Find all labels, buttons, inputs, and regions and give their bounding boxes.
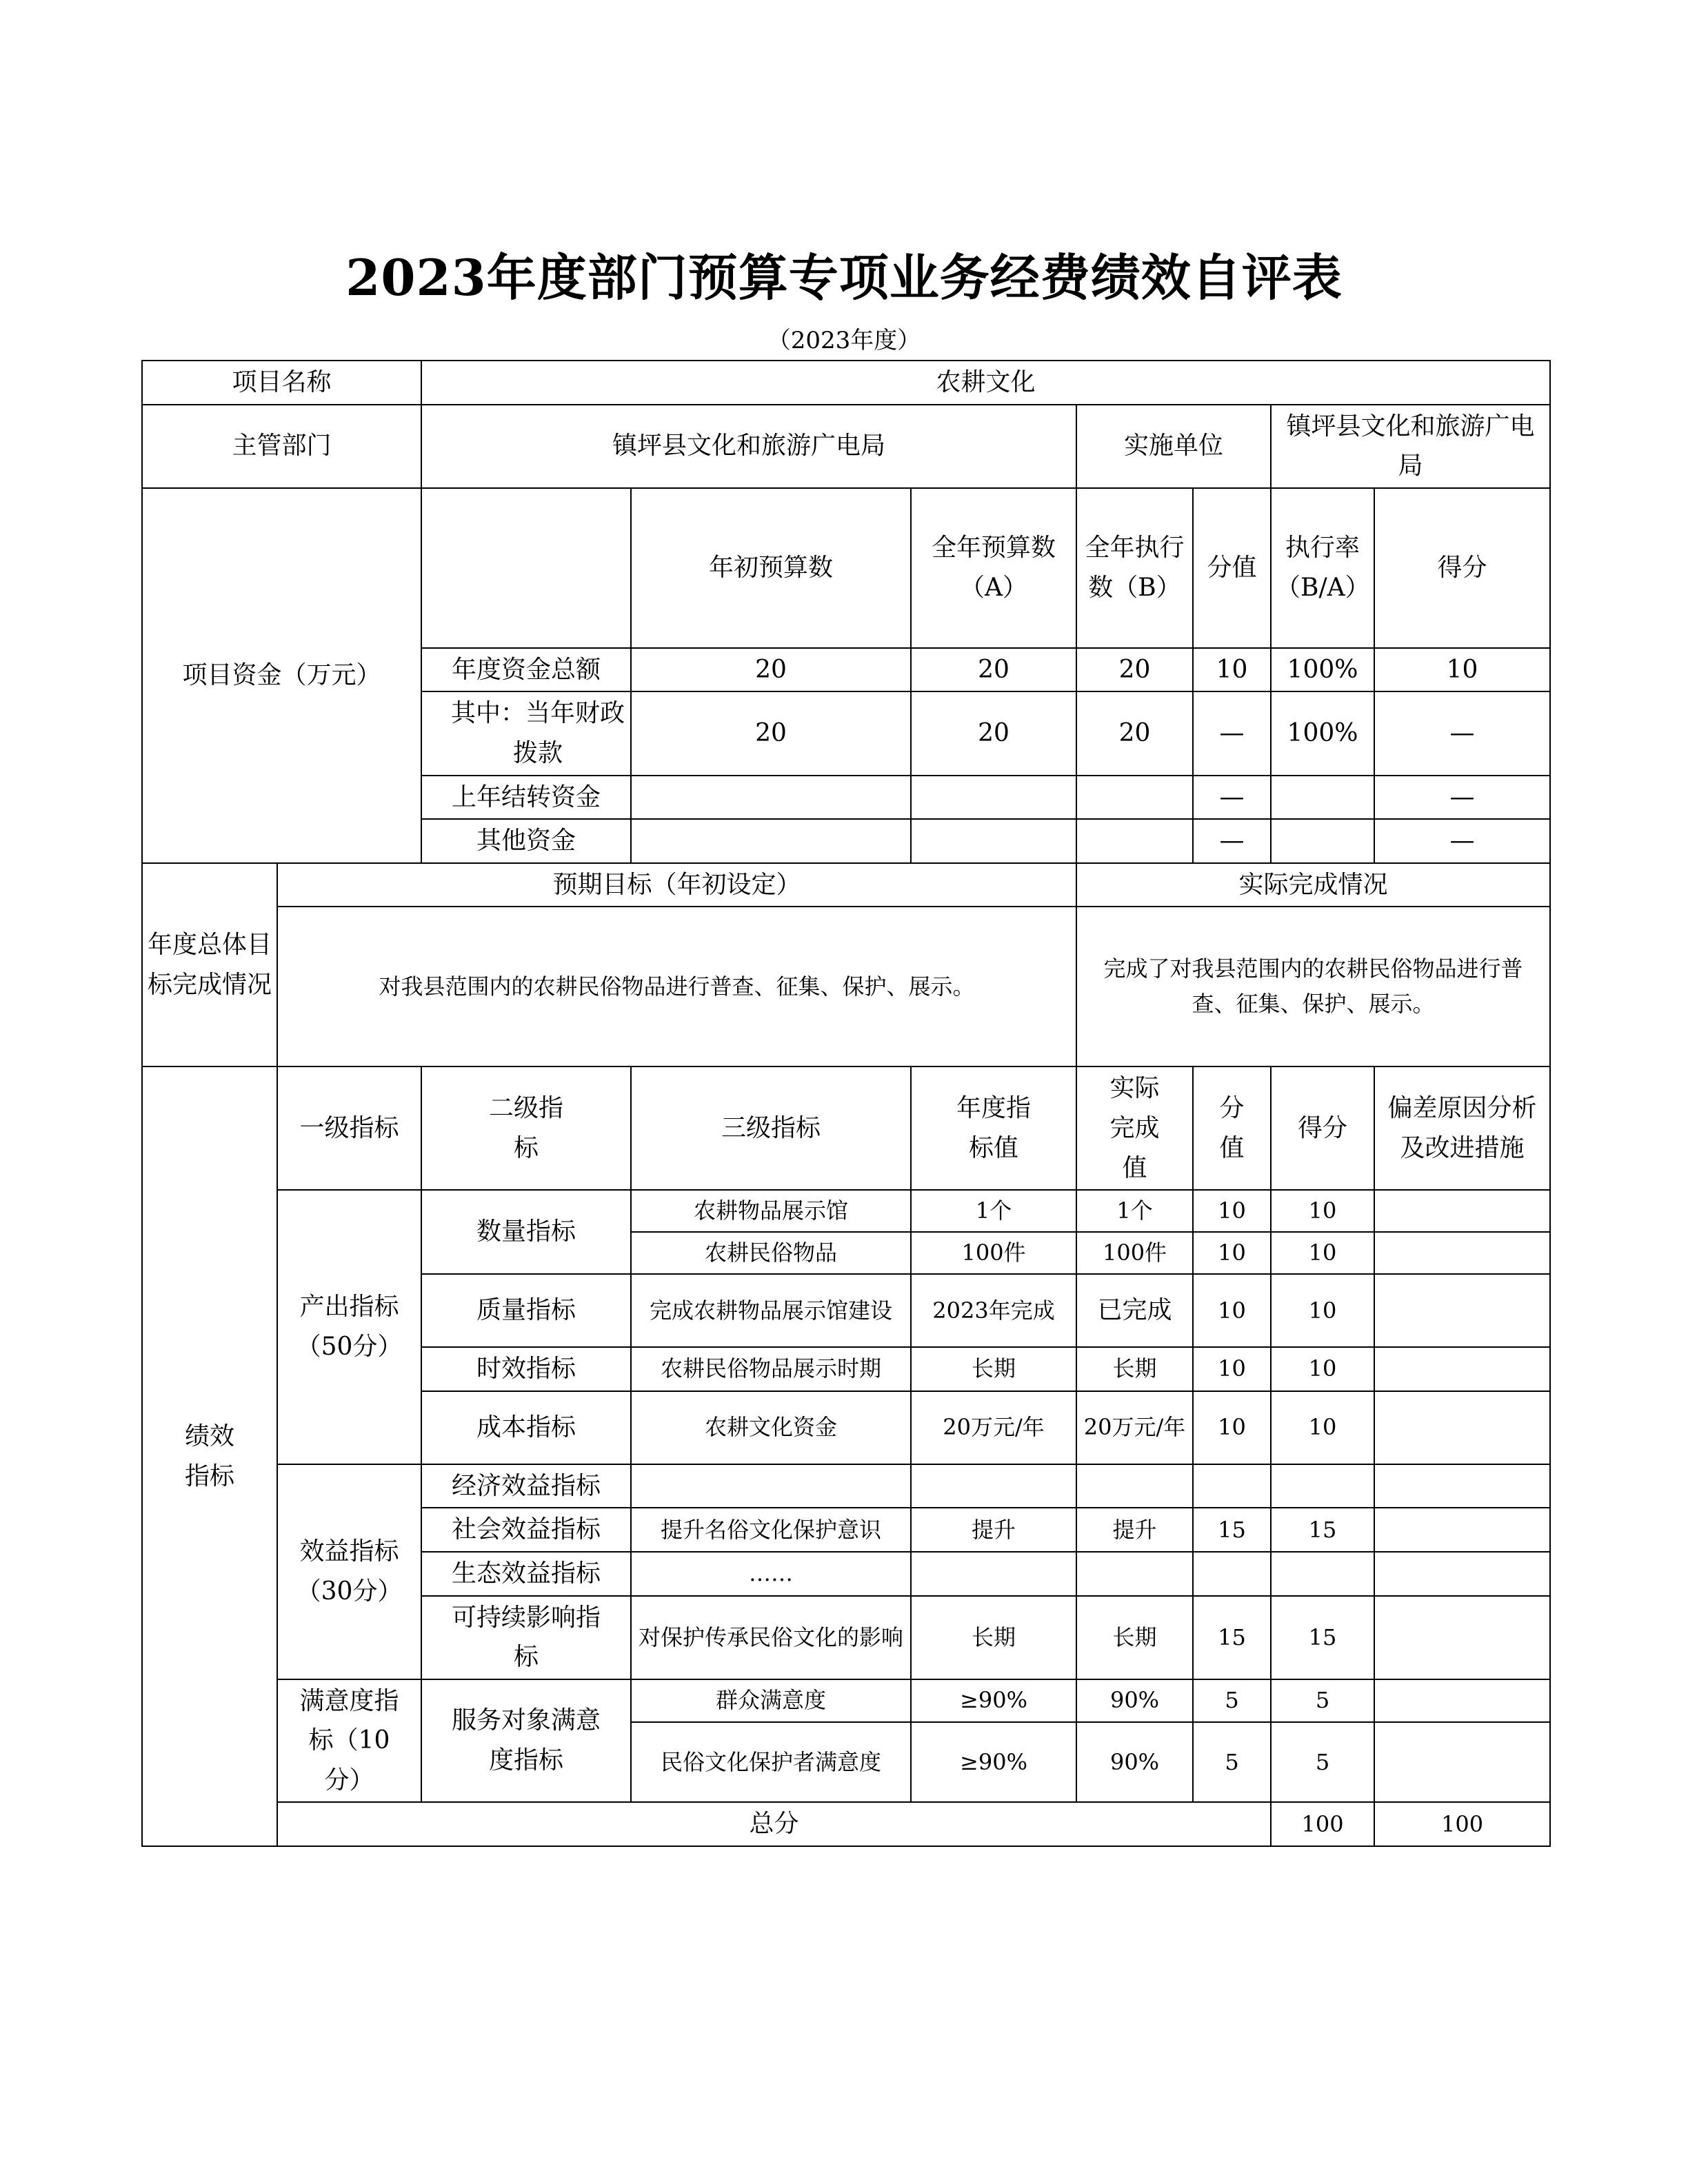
indicator-value: 10 xyxy=(1193,1274,1271,1347)
indicator-deviation xyxy=(1374,1274,1550,1347)
quantity-label: 数量指标 xyxy=(421,1190,631,1274)
indicator-target: 20万元/年 xyxy=(911,1391,1076,1464)
satisfaction-l2: 服务对象满意度指标 xyxy=(421,1679,631,1803)
indicator-actual: 已完成 xyxy=(1076,1274,1193,1347)
total-row xyxy=(142,1802,1550,1846)
indicator-value: 10 xyxy=(1193,1347,1271,1391)
indicator-l3: 对保护传承民俗文化的影响 xyxy=(631,1596,911,1679)
funds-row-executed: 20 xyxy=(1076,648,1193,692)
goals-expected-header: 预期目标（年初设定） xyxy=(277,863,1076,907)
funds-row-name: 其中：当年财政拨款 xyxy=(421,691,631,775)
indicator-actual: 长期 xyxy=(1076,1596,1193,1679)
indicator-target: 长期 xyxy=(911,1347,1076,1391)
goals-expected: 对我县范围内的农耕民俗物品进行普查、征集、保护、展示。 xyxy=(277,907,1076,1066)
funds-row-rate: 100% xyxy=(1271,691,1374,775)
goals-content-row xyxy=(142,907,1550,1066)
project-name-row xyxy=(142,361,1550,405)
funds-row-rate xyxy=(1271,776,1374,820)
indicator-value: 15 xyxy=(1193,1508,1271,1552)
indicator-target xyxy=(911,1552,1076,1596)
indicator-actual xyxy=(1076,1552,1193,1596)
indicator-deviation xyxy=(1374,1347,1550,1391)
funds-row-score: — xyxy=(1374,691,1550,775)
goals-actual: 完成了对我县范围内的农耕民俗物品进行普查、征集、保护、展示。 xyxy=(1076,907,1550,1066)
indicator-actual: 长期 xyxy=(1076,1347,1193,1391)
funds-row-initial: 20 xyxy=(631,691,911,775)
funds-row-annual xyxy=(911,776,1076,820)
indicator-value: 15 xyxy=(1193,1596,1271,1679)
page-subtitle: （2023年度） xyxy=(767,327,921,354)
header-score-value: 分值 xyxy=(1193,1066,1271,1190)
indicator-l3: 农耕民俗物品 xyxy=(631,1232,911,1274)
indicator-l3: 提升名俗文化保护意识 xyxy=(631,1508,911,1552)
indicator-deviation xyxy=(1374,1596,1550,1679)
total-value: 100 xyxy=(1271,1802,1374,1846)
indicator-deviation xyxy=(1374,1391,1550,1464)
indicator-value xyxy=(1193,1552,1271,1596)
funds-header-annual: 全年预算数（A） xyxy=(911,488,1076,648)
header-score: 得分 xyxy=(1271,1066,1374,1190)
funds-row-annual: 20 xyxy=(911,648,1076,692)
indicator-value: 10 xyxy=(1193,1190,1271,1232)
funds-row-initial xyxy=(631,776,911,820)
indicator-deviation xyxy=(1374,1722,1550,1802)
funds-row-executed xyxy=(1076,819,1193,863)
funds-header-initial: 年初预算数 xyxy=(631,488,911,648)
indicator-score: 10 xyxy=(1271,1347,1374,1391)
quality-label: 质量指标 xyxy=(421,1274,631,1347)
goals-actual-header: 实际完成情况 xyxy=(1076,863,1550,907)
funds-row-score-value: — xyxy=(1193,691,1271,775)
indicator-actual: 90% xyxy=(1076,1679,1193,1722)
benefit-row xyxy=(142,1464,1550,1508)
page-title: 2023年度部门预算专项业务经费绩效自评表 xyxy=(345,248,1343,307)
funds-header-score-value: 分值 xyxy=(1193,488,1271,648)
performance-header-row xyxy=(142,1066,1550,1190)
project-name-value: 农耕文化 xyxy=(421,361,1550,405)
funds-label: 项目资金（万元） xyxy=(142,488,421,863)
performance-label: 绩效指标 xyxy=(142,1066,277,1846)
indicator-actual: 提升 xyxy=(1076,1508,1193,1552)
project-name-label: 项目名称 xyxy=(142,361,421,405)
funds-row-annual: 20 xyxy=(911,691,1076,775)
indicator-target: ≥90% xyxy=(911,1722,1076,1802)
indicator-target: 100件 xyxy=(911,1232,1076,1274)
funds-row-executed xyxy=(1076,776,1193,820)
header-level2: 二级指标 xyxy=(421,1066,631,1190)
impl-label: 实施单位 xyxy=(1076,405,1271,488)
indicator-score: 10 xyxy=(1271,1391,1374,1464)
indicator-target: 提升 xyxy=(911,1508,1076,1552)
indicator-score: 15 xyxy=(1271,1596,1374,1679)
funds-row-score-value: — xyxy=(1193,819,1271,863)
indicator-target xyxy=(911,1464,1076,1508)
indicator-value xyxy=(1193,1464,1271,1508)
indicator-score: 10 xyxy=(1271,1190,1374,1232)
funds-row-name: 上年结转资金 xyxy=(421,776,631,820)
evaluation-table xyxy=(141,360,1551,1847)
funds-header-rate: 执行率（B/A） xyxy=(1271,488,1374,648)
indicator-actual: 100件 xyxy=(1076,1232,1193,1274)
indicator-deviation xyxy=(1374,1552,1550,1596)
total-label: 总分 xyxy=(277,1802,1271,1846)
indicator-target: ≥90% xyxy=(911,1679,1076,1722)
funds-row-score: — xyxy=(1374,819,1550,863)
funds-header-blank xyxy=(421,488,631,648)
funds-row-rate xyxy=(1271,819,1374,863)
funds-row-score-value: 10 xyxy=(1193,648,1271,692)
dept-value: 镇坪县文化和旅游广电局 xyxy=(421,405,1076,488)
funds-row-rate: 100% xyxy=(1271,648,1374,692)
indicator-deviation xyxy=(1374,1232,1550,1274)
dept-label: 主管部门 xyxy=(142,405,421,488)
impl-value: 镇坪县文化和旅游广电局 xyxy=(1271,405,1550,488)
indicator-l3: 群众满意度 xyxy=(631,1679,911,1722)
indicator-score: 15 xyxy=(1271,1508,1374,1552)
indicator-value: 10 xyxy=(1193,1391,1271,1464)
funds-header-score: 得分 xyxy=(1374,488,1550,648)
indicator-l3: 农耕文化资金 xyxy=(631,1391,911,1464)
indicator-score: 5 xyxy=(1271,1722,1374,1802)
indicator-value: 5 xyxy=(1193,1722,1271,1802)
indicator-score: 10 xyxy=(1271,1232,1374,1274)
benefit-l2: 生态效益指标 xyxy=(421,1552,631,1596)
indicator-l3: 农耕民俗物品展示时期 xyxy=(631,1347,911,1391)
satisfaction-label: 满意度指标（10分） xyxy=(277,1679,421,1803)
benefit-l2: 经济效益指标 xyxy=(421,1464,631,1508)
indicator-l3 xyxy=(631,1464,911,1508)
benefit-l2: 可持续影响指标 xyxy=(421,1596,631,1679)
indicator-deviation xyxy=(1374,1464,1550,1508)
funds-row-executed: 20 xyxy=(1076,691,1193,775)
funds-row-score: — xyxy=(1374,776,1550,820)
funds-header-executed: 全年执行数（B） xyxy=(1076,488,1193,648)
funds-row-initial: 20 xyxy=(631,648,911,692)
funds-row-annual xyxy=(911,819,1076,863)
funds-row-name: 年度资金总额 xyxy=(421,648,631,692)
total-score: 100 xyxy=(1374,1802,1550,1846)
indicator-target: 1个 xyxy=(911,1190,1076,1232)
cost-label: 成本指标 xyxy=(421,1391,631,1464)
header-deviation: 偏差原因分析及改进措施 xyxy=(1374,1066,1550,1190)
indicator-target: 长期 xyxy=(911,1596,1076,1679)
output-row xyxy=(142,1190,1550,1232)
goals-label: 年度总体目标完成情况 xyxy=(142,863,277,1067)
department-row xyxy=(142,405,1550,488)
satisfaction-row xyxy=(142,1679,1550,1722)
header-annual-target: 年度指标值 xyxy=(911,1066,1076,1190)
indicator-target: 2023年完成 xyxy=(911,1274,1076,1347)
header-level3: 三级指标 xyxy=(631,1066,911,1190)
indicator-actual xyxy=(1076,1464,1193,1508)
output-label: 产出指标（50分） xyxy=(277,1190,421,1464)
indicator-deviation xyxy=(1374,1679,1550,1722)
indicator-l3: 农耕物品展示馆 xyxy=(631,1190,911,1232)
benefit-label: 效益指标（30分） xyxy=(277,1464,421,1679)
timeliness-label: 时效指标 xyxy=(421,1347,631,1391)
funds-row-name: 其他资金 xyxy=(421,819,631,863)
indicator-actual: 90% xyxy=(1076,1722,1193,1802)
header-actual-value: 实际完成值 xyxy=(1076,1066,1193,1190)
indicator-score: 5 xyxy=(1271,1679,1374,1722)
funds-header-row xyxy=(142,488,1550,648)
indicator-value: 10 xyxy=(1193,1232,1271,1274)
header-level1: 一级指标 xyxy=(277,1066,421,1190)
indicator-deviation xyxy=(1374,1508,1550,1552)
indicator-score xyxy=(1271,1464,1374,1508)
indicator-value: 5 xyxy=(1193,1679,1271,1722)
benefit-l2: 社会效益指标 xyxy=(421,1508,631,1552)
indicator-score: 10 xyxy=(1271,1274,1374,1347)
indicator-l3: …… xyxy=(631,1552,911,1596)
indicator-score xyxy=(1271,1552,1374,1596)
funds-row-score-value: — xyxy=(1193,776,1271,820)
indicator-deviation xyxy=(1374,1190,1550,1232)
indicator-l3: 民俗文化保护者满意度 xyxy=(631,1722,911,1802)
goals-header-row xyxy=(142,863,1550,907)
indicator-l3: 完成农耕物品展示馆建设 xyxy=(631,1274,911,1347)
funds-row-initial xyxy=(631,819,911,863)
indicator-actual: 1个 xyxy=(1076,1190,1193,1232)
funds-row-score: 10 xyxy=(1374,648,1550,692)
indicator-actual: 20万元/年 xyxy=(1076,1391,1193,1464)
